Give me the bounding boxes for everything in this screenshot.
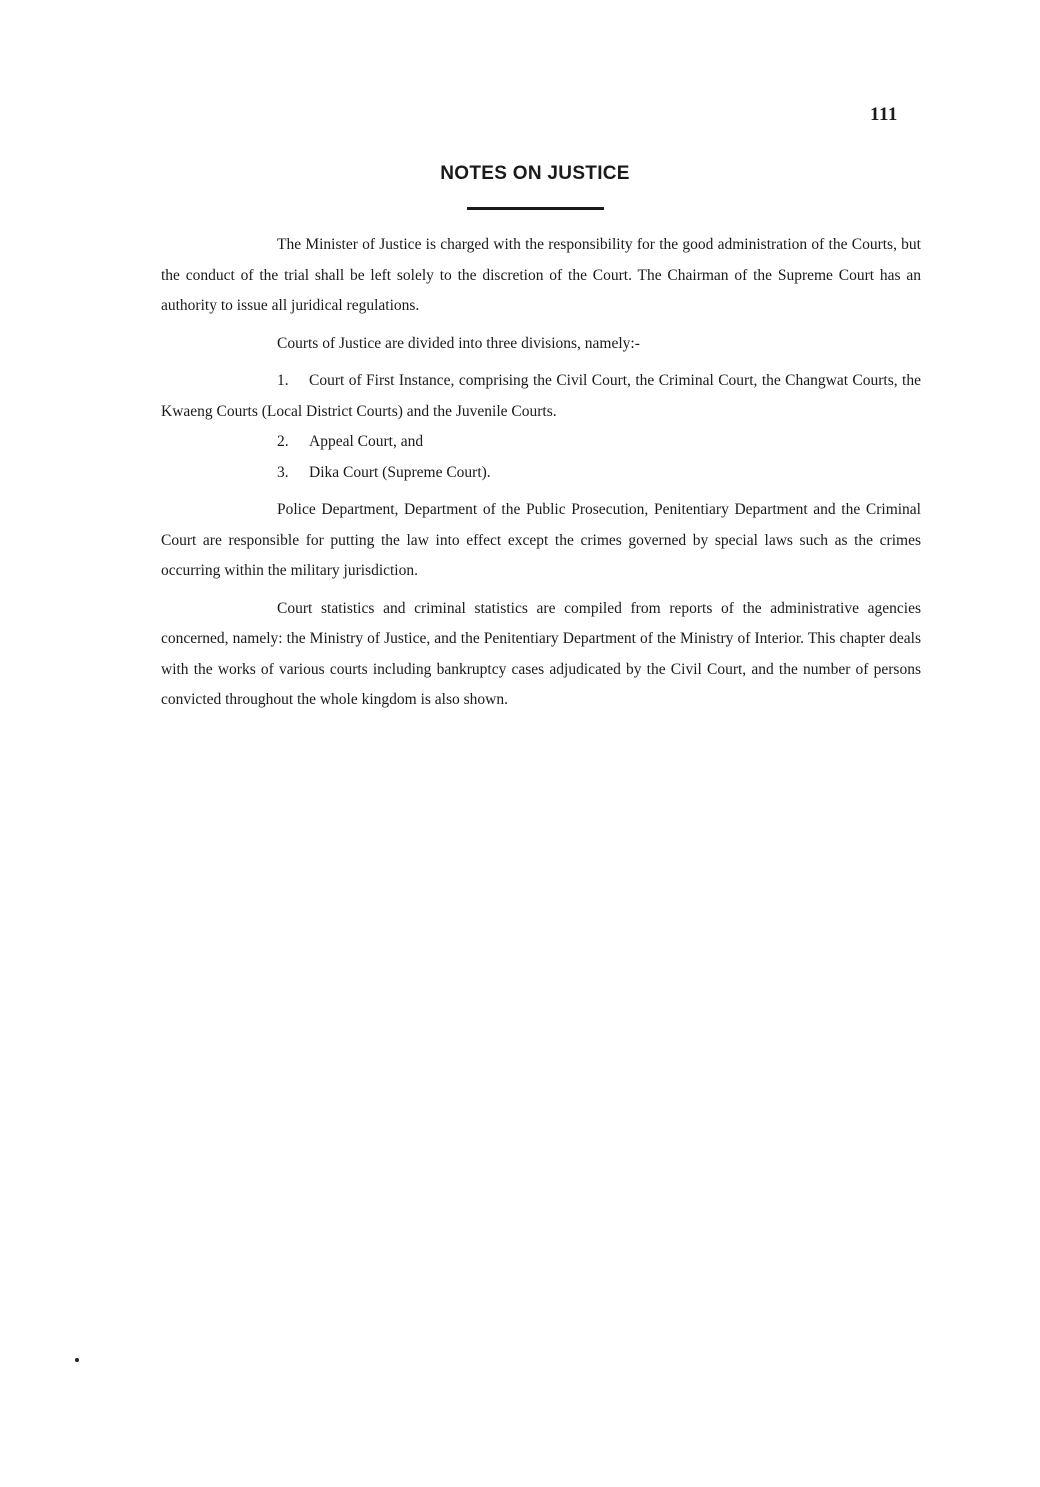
title-underline [467,207,604,210]
paragraph-divisions-intro: Courts of Justice are divided into three divisions, namely:- [277,334,640,352]
list-item [161,366,921,427]
list-item-number: 2. [277,433,289,450]
list-item-text: Court of First Instance, comprising the Civil Court, the Criminal Court, the Changwat Courts, the Kwaeng Courts (Local District Courts) and the Juvenile Courts. [161,372,921,420]
paragraph-minister: The Minister of Justice is charged with the responsibility for the good administration of the Courts, but the conduct of the trial shall be left solely to the discretion of the Court. The Chairman of the Supreme Court has an authority to issue all juridical regulations. [161,236,921,314]
page-number: 111 [870,104,898,125]
document-body [161,230,921,716]
list-item-text: Dika Court (Supreme Court). [309,463,491,481]
list-item-number: 3. [277,463,289,481]
page-title: NOTES ON JUSTICE [440,163,630,184]
list-item [161,458,921,489]
list-item [161,427,921,458]
paragraph-statistics: Court statistics and criminal statistics are compiled from reports of the administrative agencies concerned, namely: the Ministry of Justice, and the Penitentiary Department of the Ministry of Interior. This chapter deals with the works of various courts including bankruptcy cases adjudicated by the Civil Court, and the number of persons convicted throughout the whole kingdom is also shown. [161,599,921,708]
paragraph-police: Police Department, Department of the Public Prosecution, Penitentiary Department and the Criminal Court are responsible for putting the law into effect except the crimes governed by special laws such as the crimes occurring within the military jurisdiction. [161,501,921,579]
scan-speck [75,1358,79,1362]
list-item-number: 1. [277,372,289,389]
list-item-text: Appeal Court, and [309,433,424,450]
